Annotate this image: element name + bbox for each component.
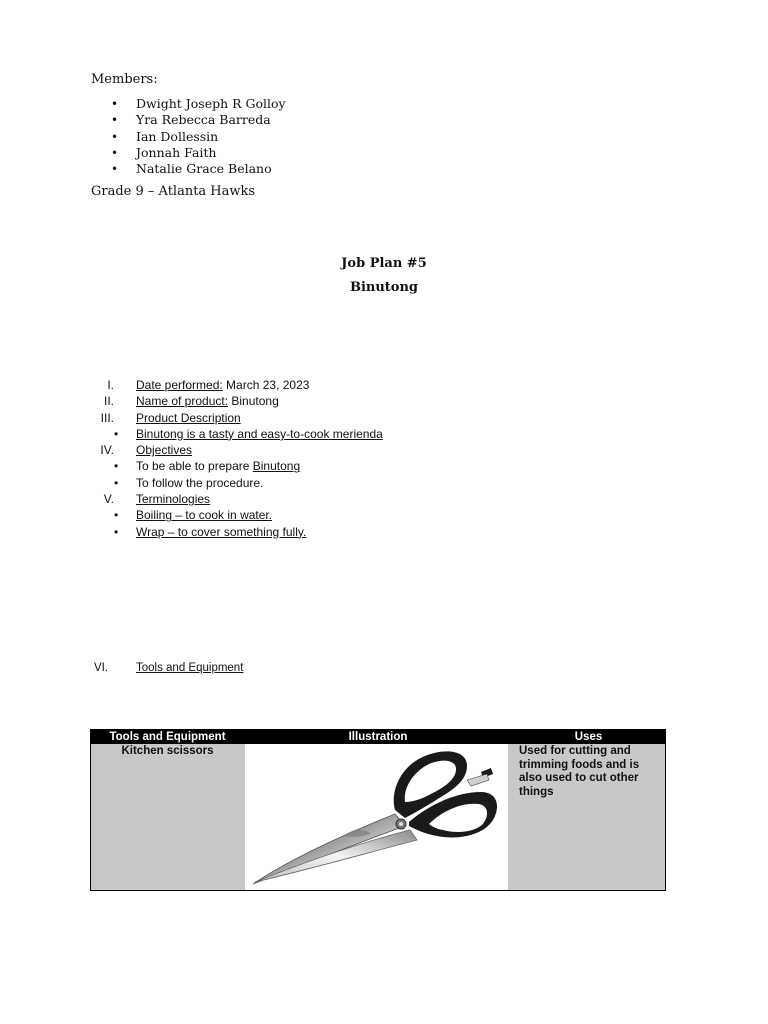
objective-text: To follow the procedure. bbox=[136, 475, 264, 490]
roman-numeral: V. bbox=[103, 492, 114, 507]
member-name: • Jonnah Faith bbox=[111, 145, 286, 161]
header-illustration: Illustration bbox=[348, 731, 408, 743]
job-plan-title: Job Plan #5 bbox=[341, 256, 427, 271]
bullet-icon: • bbox=[114, 459, 119, 474]
dish-title: Binutong bbox=[349, 280, 419, 295]
illustration-cell bbox=[245, 744, 512, 890]
uses-cell bbox=[512, 744, 665, 890]
kitchen-scissors-image bbox=[245, 744, 511, 890]
grade-section: Grade 9 – Atlanta Hawks bbox=[91, 184, 256, 199]
members-label: Members: bbox=[91, 72, 158, 87]
member-name: • Yra Rebecca Barreda bbox=[111, 112, 286, 128]
tool-name: Kitchen scissors bbox=[121, 745, 214, 757]
product-name-label: Name of product: bbox=[136, 394, 229, 409]
roman-numeral: III. bbox=[100, 410, 114, 425]
tool-uses: Used for cutting and trimming foods and is also used to cut other things bbox=[519, 745, 640, 798]
member-name: • Natalie Grace Belano bbox=[111, 161, 286, 177]
member-name: • Dwight Joseph R Golloy bbox=[111, 96, 286, 112]
header-uses: Uses bbox=[574, 731, 603, 743]
member-name: • Ian Dollessin bbox=[111, 129, 286, 145]
tools-table bbox=[90, 729, 666, 891]
description-text: Binutong is a tasty and easy-to-cook merienda bbox=[136, 426, 383, 441]
objective-text: To be able to prepare bbox=[136, 459, 253, 474]
roman-numeral: VI. bbox=[93, 662, 108, 674]
tools-label: Tools and Equipment bbox=[136, 662, 244, 674]
roman-numeral: I. bbox=[107, 378, 114, 392]
members-list bbox=[111, 96, 286, 177]
product-name-value: Binutong bbox=[228, 394, 279, 409]
bullet-icon: • bbox=[114, 475, 119, 490]
objective-underlined: Binutong bbox=[252, 459, 301, 474]
terminology-text: Boiling – to cook in water. bbox=[136, 508, 273, 523]
roman-numeral: II. bbox=[103, 394, 114, 409]
tool-name-cell bbox=[91, 744, 245, 890]
roman-numeral: IV. bbox=[100, 443, 114, 458]
terminology-text: Wrap – to cover something fully. bbox=[136, 524, 307, 539]
bullet-icon: • bbox=[114, 426, 119, 441]
date-value: March 23, 2023 bbox=[222, 378, 310, 392]
description-label: Product Description bbox=[136, 410, 241, 425]
objectives-label: Objectives bbox=[136, 443, 193, 458]
bullet-icon: • bbox=[114, 508, 119, 523]
header-tools: Tools and Equipment bbox=[109, 731, 226, 743]
table-header-row bbox=[91, 730, 665, 744]
date-label: Date performed: bbox=[136, 378, 223, 392]
bullet-icon: • bbox=[114, 524, 119, 539]
terminologies-label: Terminologies bbox=[136, 492, 211, 507]
